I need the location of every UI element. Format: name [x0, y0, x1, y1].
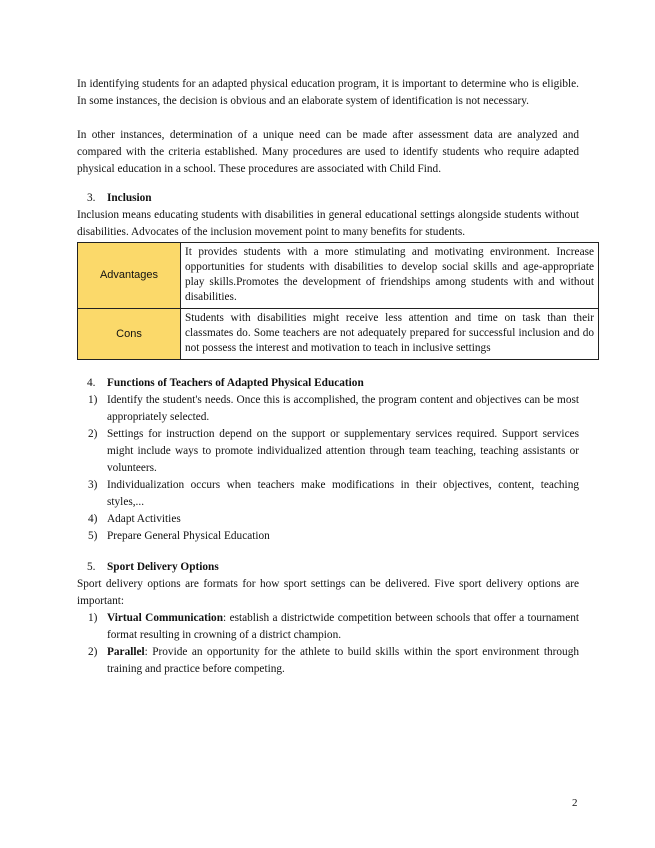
list-item-text: : establish a districtwide competition between schools that offer a tournament format resulting in crowning of a district champion.: [107, 612, 580, 641]
list-item: [77, 511, 579, 528]
sport-delivery-list: [77, 610, 579, 678]
list-item-number: 1): [88, 394, 98, 406]
section-title: Inclusion: [107, 192, 152, 204]
paragraph-inclusion-intro: Inclusion means educating students with disabilities in general educational settings alongside students without disabilities. Advocates of the inclusion movement point to many benefits for students.: [77, 209, 579, 238]
section-title: Functions of Teachers of Adapted Physical Education: [107, 377, 364, 389]
section-heading-sport-delivery: [77, 559, 579, 576]
section-number: 4.: [87, 377, 96, 389]
list-item-text: : Provide an opportunity for the athlete to build skills within the sport environment through training and practice before competing.: [107, 646, 579, 675]
section-number: 5.: [87, 561, 96, 573]
list-item-number: 5): [88, 530, 98, 542]
list-item-number: 2): [88, 646, 98, 658]
table-row: [78, 243, 599, 309]
inclusion-table: [77, 242, 599, 360]
page-number: 2: [572, 797, 578, 809]
list-item-text: Identify the student's needs. Once this is accomplished, the program content and objectives can be most appropriately selected.: [107, 394, 579, 423]
list-item: [77, 528, 579, 545]
list-item: [77, 610, 579, 644]
document-page: [77, 76, 594, 678]
section-number: 3.: [87, 192, 96, 204]
list-item-number: 1): [88, 612, 98, 624]
list-item: [77, 477, 579, 511]
table-row-label: Cons: [78, 309, 181, 360]
list-item-number: 3): [88, 479, 98, 491]
section-heading-functions: [77, 375, 579, 392]
section-title: Sport Delivery Options: [107, 561, 219, 573]
list-item-number: 4): [88, 513, 98, 525]
paragraph-eligibility: In identifying students for an adapted physical education program, it is important to determine who is eligible. In some instances, the decision is obvious and an elaborate system of identification is not necessary.: [77, 78, 579, 107]
table-row-label: Advantages: [78, 243, 181, 309]
list-item: [77, 644, 579, 678]
list-item-text: Adapt Activities: [107, 513, 181, 525]
list-item-number: 2): [88, 428, 98, 440]
list-item: [77, 426, 579, 477]
list-item-text: Settings for instruction depend on the support or supplementary services required. Support services might include ways to promote individualized attention through team teaching, teaching assistants or volunteers.: [107, 428, 579, 474]
section-heading-inclusion: [77, 190, 579, 207]
paragraph-sport-delivery-intro: Sport delivery options are formats for how sport settings can be delivered. Five sport delivery options are important:: [77, 578, 579, 607]
functions-list: [77, 392, 579, 545]
table-row-text: Students with disabilities might receive less attention and time on task than their classmates do. Some teachers are not adequately prepared for successful inclusion and do not possess the interest and motivation to teach in inclusive settings: [181, 309, 599, 360]
table-row: [78, 309, 599, 360]
paragraph-child-find: In other instances, determination of a unique need can be made after assessment data are analyzed and compared with the criteria established. Many procedures are used to identify students who require adapted physical education in a school. These procedures are associated with Child Find.: [77, 129, 579, 175]
list-item-term: Parallel: [107, 646, 145, 658]
list-item: [77, 392, 579, 426]
table-row-text: It provides students with a more stimulating and motivating environment. Increase opportunities for students with disabilities to develop social skills and age-appropriate play skills.Promotes the development of friendships among students with and without disabilities.: [181, 243, 599, 309]
list-item-text: Individualization occurs when teachers make modifications in their objectives, content, teaching styles,...: [107, 479, 579, 508]
list-item-text: Prepare General Physical Education: [107, 530, 270, 542]
list-item-term: Virtual Communication: [107, 612, 223, 624]
